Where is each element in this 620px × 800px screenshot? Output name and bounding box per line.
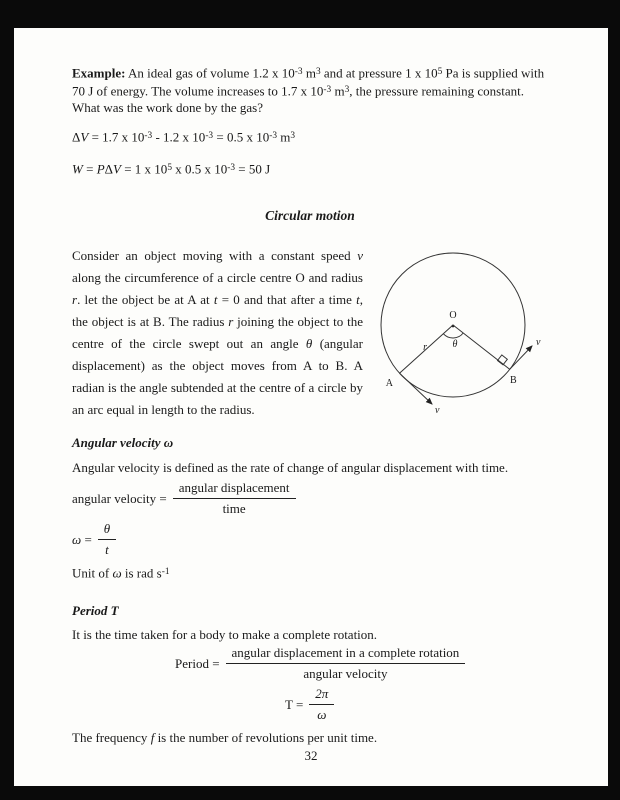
frequency-paragraph: The frequency f is the number of revolutions per unit time. bbox=[72, 729, 378, 745]
angular-velocity-fraction bbox=[173, 480, 296, 517]
omega-equation-lhs: ω = bbox=[72, 532, 92, 548]
angular-velocity-fraction-numerator: angular displacement bbox=[173, 480, 296, 499]
radius-label: r bbox=[423, 342, 427, 354]
t-equation bbox=[285, 686, 548, 723]
circle-diagram bbox=[363, 245, 548, 421]
period-equation bbox=[175, 645, 548, 682]
point-a-label: A bbox=[385, 378, 393, 390]
centre-label: O bbox=[449, 310, 457, 322]
t-equation-lhs: T = bbox=[285, 696, 304, 712]
period-fraction-numerator: angular displacement in a complete rotation bbox=[226, 645, 466, 664]
page-content bbox=[14, 28, 608, 746]
point-b-label: B bbox=[510, 375, 517, 387]
circular-motion-paragraph: Consider an object moving with a constant speed v along the circumference of a circle centre O and radius r. let the object be at A at t = 0 and that after a time t, the object is at B. The radius r joining the object to the centre of the circle swept out an angle θ (angular displacement) as the object moves from A to B. A radian is the angle subtended at the centre of a circle by an arc equal in length to the radius. bbox=[72, 248, 364, 418]
angular-velocity-definition: Angular velocity is defined as the rate of change of angular displacement with time. bbox=[72, 460, 509, 476]
period-equation-label: Period = bbox=[175, 655, 220, 671]
velocity-a-label: v bbox=[435, 405, 440, 417]
period-heading: Period T bbox=[72, 602, 119, 618]
angular-velocity-equation-label: angular velocity = bbox=[72, 491, 167, 507]
omega-fraction-numerator: θ bbox=[98, 521, 116, 540]
angular-velocity-fraction-denominator: time bbox=[222, 501, 246, 517]
radius-line-ob bbox=[453, 325, 510, 369]
velocity-b-label: v bbox=[536, 337, 541, 349]
work-equation: W = PΔV = 1 x $10^5$ x 0.5 x $10^{-3} = 50$ J bbox=[72, 161, 271, 177]
velocity-vector-a bbox=[400, 373, 433, 404]
circular-motion-svg bbox=[363, 245, 548, 417]
omega-equation bbox=[72, 521, 548, 558]
section-heading-circular-motion: Circular motion bbox=[265, 208, 355, 224]
circular-motion-section bbox=[72, 245, 548, 421]
t-fraction-numerator: 2π bbox=[309, 686, 334, 705]
omega-unit-line: Unit of ω is rad $s^{-1}$ bbox=[72, 565, 170, 581]
page-number: 32 bbox=[304, 748, 318, 763]
period-fraction-denominator: angular velocity bbox=[303, 665, 388, 681]
omega-fraction bbox=[98, 521, 116, 558]
angular-velocity-equation bbox=[72, 480, 548, 517]
period-definition: It is the time taken for a body to make a complete rotation. bbox=[72, 626, 378, 642]
angular-velocity-heading: Angular velocity ω bbox=[72, 435, 174, 451]
period-fraction bbox=[226, 645, 466, 682]
delta-v-equation: ΔV = 1.7 x $10^{-3} - 1.2$ x $10^{-3} = 0.5$ x $10^{-3}$ $m^3$ bbox=[72, 129, 296, 145]
theta-label: θ bbox=[452, 339, 458, 351]
t-fraction bbox=[309, 686, 334, 723]
t-fraction-denominator: ω bbox=[317, 706, 327, 722]
omega-fraction-denominator: t bbox=[105, 542, 109, 558]
theta-arc bbox=[443, 333, 463, 338]
example-paragraph: Example: An ideal gas of volume 1.2 x $10^{-3}$ $m^3$ and at pressure 1 x $10^5$ Pa is supplied with 70 J of energy. The volume increases to 1.7 x $10^{-3}$ $m^3$, the pressure remaining constant. What was the work done by the gas? bbox=[72, 65, 545, 116]
document-page bbox=[14, 28, 608, 786]
